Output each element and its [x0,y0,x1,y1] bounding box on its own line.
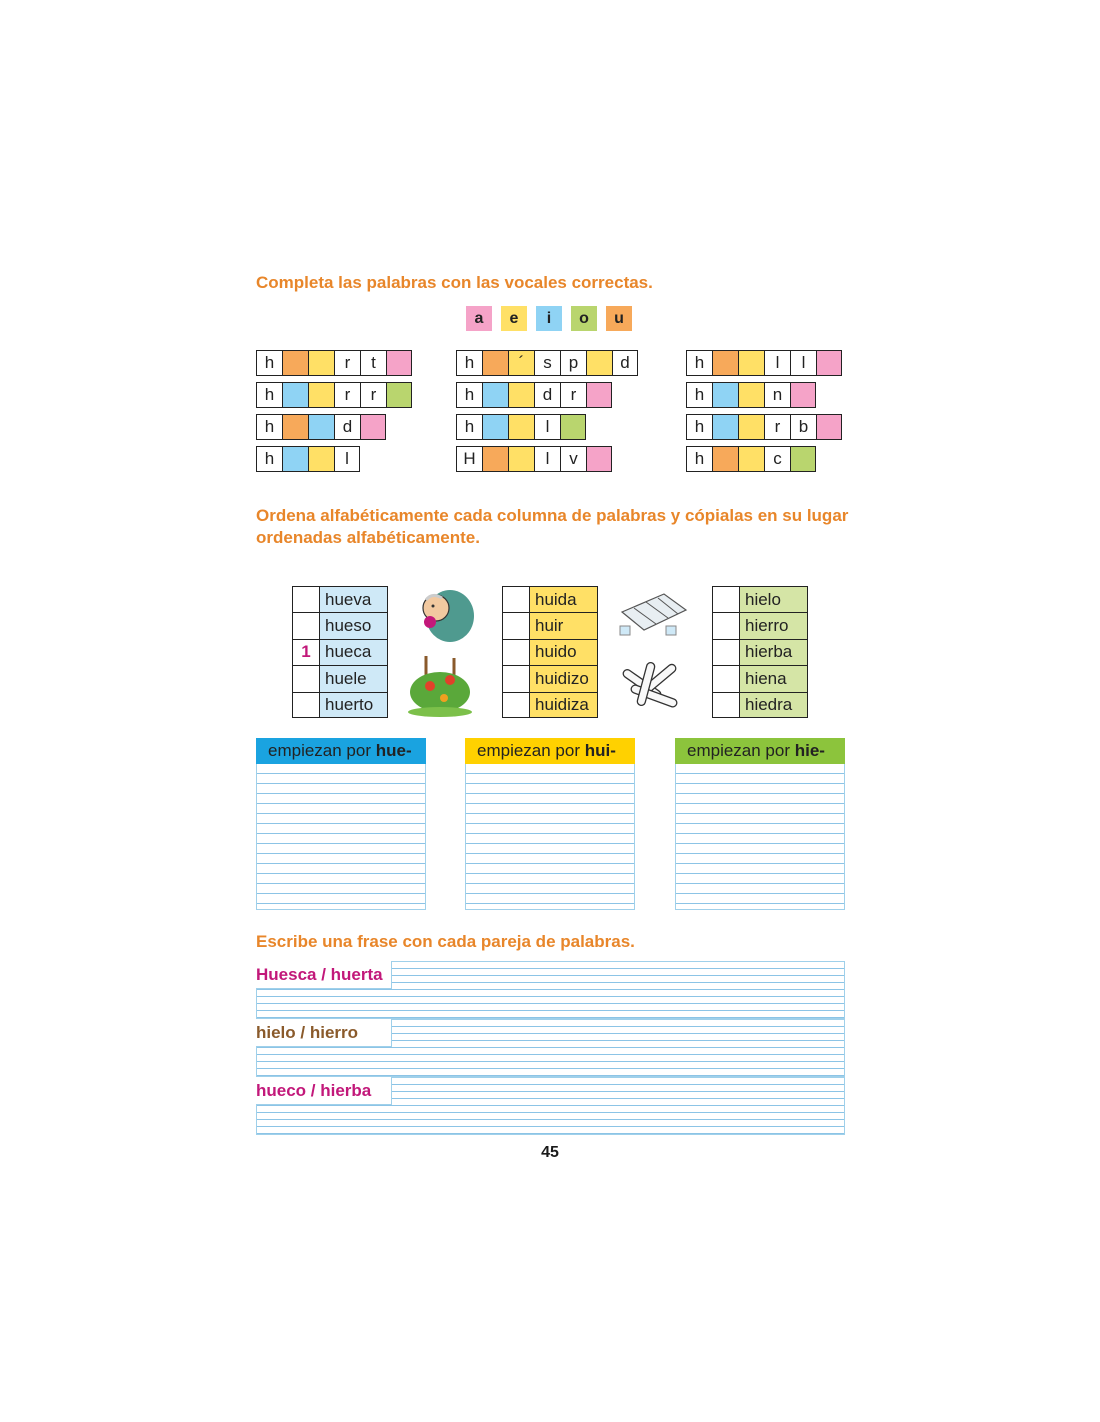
vowel-blank-cell[interactable] [386,350,412,376]
letter-cell: b [790,414,816,440]
vowel-blank-cell[interactable] [790,382,816,408]
write-header-hui [465,738,635,764]
sort-row [502,586,598,612]
letter-cell: h [456,382,482,408]
ice-tray-illustration [616,590,690,642]
sort-row [292,665,388,691]
sort-row [712,692,808,718]
order-number-box[interactable] [502,612,530,638]
letter-cell: h [456,414,482,440]
write-header-stem: hue- [375,741,412,760]
vowel-legend [466,306,632,331]
vowel-blank-cell[interactable] [712,446,738,472]
write-column-hie [675,738,845,910]
sort-word: huido [530,639,598,665]
write-header-prefix: empiezan por [687,741,791,760]
sort-word: huerto [320,692,388,718]
word-grid [686,350,842,376]
vowel-e: e [501,306,527,331]
word-grid [686,414,842,440]
sort-row [712,665,808,691]
instruction-alphabetical-order: Ordena alfabéticamente cada columna de palabras y cópialas en su lugar ordenadas alfabéticamente. [256,506,849,547]
letter-cell: l [790,350,816,376]
vowel-blank-cell[interactable] [560,414,586,440]
pair-label: Huesca / huerta [256,961,392,989]
word-grid [456,382,612,408]
write-column-hui [465,738,635,910]
writing-lines-hui[interactable] [465,764,635,910]
word-grid [456,446,612,472]
vowel-blank-cell[interactable] [712,350,738,376]
letter-cell: r [334,350,360,376]
vowel-blank-cell[interactable] [482,382,508,408]
writing-lines-hue[interactable] [256,764,426,910]
word-grid [256,350,412,376]
letter-cell: r [560,382,586,408]
letter-cell: H [456,446,482,472]
order-number-box[interactable] [292,612,320,638]
vowel-blank-cell[interactable] [586,350,612,376]
sort-table-hue [292,586,388,718]
vegetable-garden-illustration [406,652,476,718]
word-grid [256,382,412,408]
sort-word: hierro [740,612,808,638]
write-header-prefix: empiezan por [268,741,372,760]
sort-row [502,665,598,691]
letter-cell: p [560,350,586,376]
sort-word: huidizo [530,665,598,691]
letter-cell: h [686,350,712,376]
order-number-box[interactable] [712,586,740,612]
sort-row [292,639,388,665]
vowel-blank-cell[interactable] [360,414,386,440]
vowel-blank-cell[interactable] [738,382,764,408]
vowel-blank-cell[interactable] [482,350,508,376]
letter-cell: h [686,382,712,408]
sort-row [712,612,808,638]
vowel-u: u [606,306,632,331]
sort-word: hiedra [740,692,808,718]
word-grid [686,446,816,472]
order-number-box[interactable] [712,665,740,691]
word-grid [256,414,386,440]
vowel-blank-cell[interactable] [712,414,738,440]
sort-word: huida [530,586,598,612]
order-number-box[interactable] [502,692,530,718]
word-grid [456,350,638,376]
letter-cell: s [534,350,560,376]
letter-cell: h [456,350,482,376]
write-column-hue [256,738,426,910]
vowel-blank-cell[interactable] [308,414,334,440]
vowel-blank-cell[interactable] [282,350,308,376]
sort-row [292,612,388,638]
vowel-blank-cell[interactable] [586,446,612,472]
vowel-blank-cell[interactable] [308,382,334,408]
letter-cell: l [334,446,360,472]
vowel-blank-cell[interactable] [282,382,308,408]
sort-table-hui [502,586,598,718]
vowel-blank-cell[interactable] [738,446,764,472]
letter-cell: d [612,350,638,376]
sort-word: hueca [320,639,388,665]
vowel-blank-cell[interactable] [508,414,534,440]
order-number-box[interactable] [292,665,320,691]
letter-cell: d [334,414,360,440]
letter-cell: h [256,414,282,440]
write-header-stem: hui- [584,741,616,760]
vowel-blank-cell[interactable] [790,446,816,472]
write-header-hue [256,738,426,764]
vowel-blank-cell[interactable] [482,446,508,472]
sort-row [502,612,598,638]
order-number-box[interactable] [712,692,740,718]
letter-cell: h [256,350,282,376]
write-header-stem: hie- [794,741,825,760]
sort-word: hueso [320,612,388,638]
letter-cell: r [764,414,790,440]
word-grid [686,382,816,408]
write-header-prefix: empiezan por [477,741,581,760]
sort-row [712,586,808,612]
pair-label: hielo / hierro [256,1019,392,1047]
order-number-box[interactable] [712,639,740,665]
word-grid [256,446,360,472]
letter-cell: l [534,414,560,440]
letter-cell: r [334,382,360,408]
page-number: 45 [541,1144,559,1161]
letter-cell: h [686,414,712,440]
sort-row [502,692,598,718]
sort-row [502,639,598,665]
vowel-blank-cell[interactable] [508,382,534,408]
sort-word: hielo [740,586,808,612]
order-number-box[interactable] [502,586,530,612]
writing-lines-hie[interactable] [675,764,845,910]
order-number-box[interactable] [502,639,530,665]
sort-table-hie [712,586,808,718]
vowel-blank-cell[interactable] [308,350,334,376]
letter-cell: h [256,382,282,408]
order-number-box[interactable] [292,586,320,612]
order-number-box[interactable] [712,612,740,638]
letter-cell: v [560,446,586,472]
vowel-blank-cell[interactable] [282,414,308,440]
vowel-o: o [571,306,597,331]
sentence-block-huesca-huerta [256,961,845,1019]
vowel-blank-cell[interactable] [738,414,764,440]
instruction-complete-vowels: Completa las palabras con las vocales correctas. [256,273,653,292]
letter-cell: t [360,350,386,376]
letter-cell: n [764,382,790,408]
sort-word: huele [320,665,388,691]
letter-cell: h [256,446,282,472]
bones-illustration [612,652,688,718]
write-header-hie [675,738,845,764]
letter-cell: d [534,382,560,408]
word-grid [456,414,586,440]
letter-cell: c [764,446,790,472]
vowel-a: a [466,306,492,331]
sentence-block-hueco-hierba [256,1077,845,1135]
order-number-box[interactable] [292,692,320,718]
sentence-block-hielo-hierro [256,1019,845,1077]
letter-cell: l [534,446,560,472]
letter-cell: h [686,446,712,472]
vowel-blank-cell[interactable] [282,446,308,472]
vowel-blank-cell[interactable] [482,414,508,440]
sort-row [292,586,388,612]
letter-cell: l [764,350,790,376]
vowel-blank-cell[interactable] [386,382,412,408]
letter-cell: ´ [508,350,534,376]
order-number-box[interactable]: 1 [292,639,320,665]
sort-word: huir [530,612,598,638]
vowel-i: i [536,306,562,331]
letter-cell: r [360,382,386,408]
sort-row [712,639,808,665]
vowel-blank-cell[interactable] [738,350,764,376]
old-man-smelling-illustration [410,586,480,648]
sort-word: huidiza [530,692,598,718]
sort-word: hiena [740,665,808,691]
sort-row [292,692,388,718]
vowel-blank-cell[interactable] [586,382,612,408]
vowel-blank-cell[interactable] [508,446,534,472]
vowel-blank-cell[interactable] [712,382,738,408]
sort-word: hueva [320,586,388,612]
vowel-blank-cell[interactable] [308,446,334,472]
order-number-box[interactable] [502,665,530,691]
vowel-blank-cell[interactable] [816,414,842,440]
sort-word: hierba [740,639,808,665]
vowel-blank-cell[interactable] [816,350,842,376]
pair-label: hueco / hierba [256,1077,392,1105]
instruction-write-sentence: Escribe una frase con cada pareja de palabras. [256,932,635,951]
